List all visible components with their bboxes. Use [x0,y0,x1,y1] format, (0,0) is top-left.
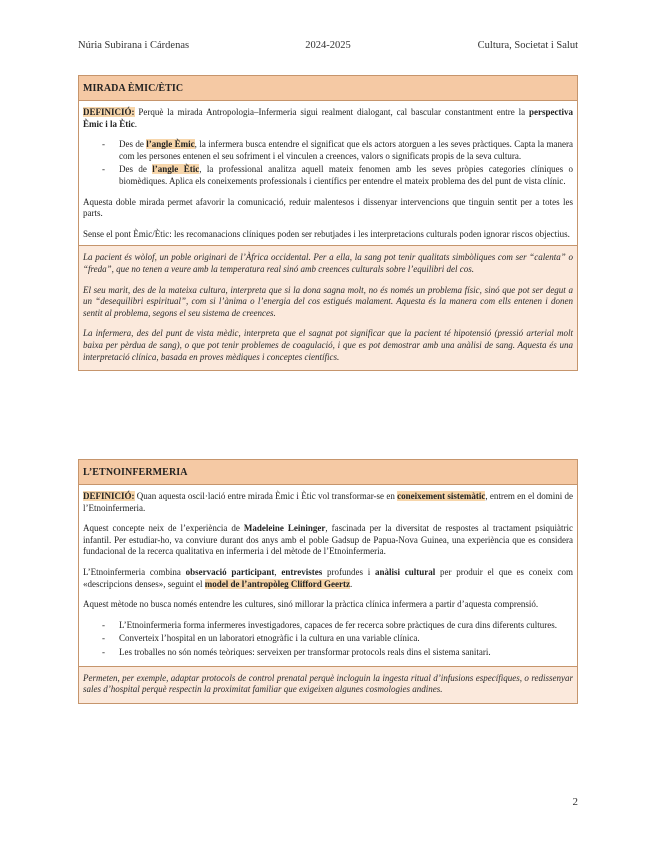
example-paragraph: Permeten, per exemple, adaptar protocols de control prenatal perquè incloguin la ingesta ritual d’infusions específiques, o redissenyar sales d’hospital perquè respectin la proximitat familiar que exigeixen algunes cosmologies andines. [83,672,573,695]
definition-bold: perspectiva Èmic i la Ètic [83,107,573,129]
text: per produir el que es coneix com «descripcions denses», seguint el [83,566,573,589]
bullet-highlight: l’angle Èmic [146,139,195,150]
definition-text: Quan aquesta oscil·lació entre mirada Èmic i Ètic vol transformar-se en [134,491,398,501]
method-term: anàlisi cultural [375,566,436,577]
definition-text: Perquè la mirada Antropologia–Infermeria sigui realment dialogant, cal bascular constantment entre la [134,107,529,117]
bullet-pre: Des de [119,139,147,150]
header-author: Núria Subirana i Cárdenas [78,40,190,51]
section-body [79,101,577,245]
section-etnoinfermeria [78,459,578,704]
geertz-model: model de l’antropòleg Clifford Geertz [204,578,351,589]
example-paragraph: La pacient és wòlof, un poble originari de l’Àfrica occidental. Per a ella, la sang pot tenir qualitats simbòliques com ser “calenta” o “freda”, que no tenen a veure amb la temperatura real sinó amb creences culturals sobre l’equilibri del cos. [83,252,573,274]
header-subject: Cultura, Societat i Salut [477,40,578,51]
bullet-pre: Des de [119,164,153,175]
bullet-post: , la professional analitza aquell mateix fenomen amb les seves pròpies categories clíniques o biomèdiques. Aplica els coneixements professionals i científics per entendre el mateix problema des del punt de vista clínic. [119,164,573,186]
leininger-paragraph [83,523,573,558]
section-body [79,485,577,666]
section-title: MIRADA ÈMIC/ÈTIC [79,76,577,101]
list-item: - L’Etnoinfermeria forma infermeres investigadores, capaces de fer recerca sobre pràctiques de cura dins diferents cultures. [119,620,573,632]
paragraph: Sense el pont Èmic/Ètic: les recomanacions clíniques poden ser rebutjades i les interpretacions culturals poden ignorar riscos objectius. [83,228,570,239]
definition-paragraph [83,491,573,514]
section-title: L’ETNOINFERMERIA [79,460,577,485]
definition-highlight: coneixement sistemàtic [397,491,486,501]
paragraph: Aquest mètode no busca només entendre les cultures, sinó millorar la pràctica clínica infermera a partir d’aquesta comprensió. [83,599,539,610]
header-year: 2024-2025 [305,40,351,51]
bullet-post: , la infermera busca entendre el significat que els actors atorguen a les seves pràctiques. Capta la manera com les persones entenen el seu sofriment i el vinculen a creences, valors o significats propis de la seva cultura. [119,139,573,161]
leininger-name: Madeleine Leininger [243,523,326,534]
method-term: observació participant [185,566,275,577]
list-item [119,139,573,162]
method-paragraph [83,567,573,590]
example-block [79,245,577,370]
text: L’Etnoinfermeria combina [83,566,186,577]
list-item: - Converteix l’hospital en un laboratori etnogràfic i la cultura en una variable clínica. [119,633,573,645]
bullet-highlight: l’angle Ètic [152,164,200,175]
section-emic-etic [78,75,578,371]
text: Aquest concepte neix de l’experiència de [83,523,244,534]
page-number: 2 [572,796,578,808]
text: , [274,566,282,577]
text: , fascinada per la diversitat de respostes al tractament psiquiàtric infantil. Per estudiar-ho, va conviure durant dos anys amb el poble Gadsup de Papua-Nova Guinea, una experiència que es considera fundacional de la recerca qualitativa en infermeria i del mètode de l’Etnoinfermeria. [83,523,573,557]
text: profundes i [322,566,375,577]
list-item [119,164,573,187]
findings-list [83,620,573,659]
definition-end: . [134,118,137,129]
definition-end: , entrem en el domini de l’Etnoinfermeria. [83,491,574,513]
text: . [350,578,353,589]
list-item: - Les troballes no són només teòriques: serveixen per transformar protocols reals dins el sistema sanitari. [119,647,573,659]
definition-label: DEFINICIÓ: [83,107,135,117]
method-term: entrevistes [281,566,323,577]
angle-list [83,139,573,187]
definition-paragraph [83,107,573,130]
example-block [79,666,577,703]
example-paragraph: El seu marit, des de la mateixa cultura, interpreta que si la dona sagna molt, no és només un problema físic, sinó que pot ser degut a un “desequilibri espiritual”, com si l’ànima o l’energia del cos estigués malament. Aquesta és la manera com ells entenen i donen sentit al problema, segons el seu sistema de creences. [83,284,573,318]
page-header [78,40,578,54]
paragraph: Aquesta doble mirada permet afavorir la comunicació, reduir malentesos i dissenyar intervencions que tinguin sentit per a totes les parts. [83,196,573,219]
definition-label: DEFINICIÓ: [83,491,135,501]
example-paragraph: La infermera, des del punt de vista mèdic, interpreta que el sagnat pot significar que la pacient té hipotensió (pressió arterial molt baixa per pèrdua de sang), o que pot tenir problemes de coagulació, i que es pot demostrar amb una anàlisi de sang. Aquesta és una interpretació clínica, basada en proves mèdiques i conceptes científics. [83,328,573,362]
